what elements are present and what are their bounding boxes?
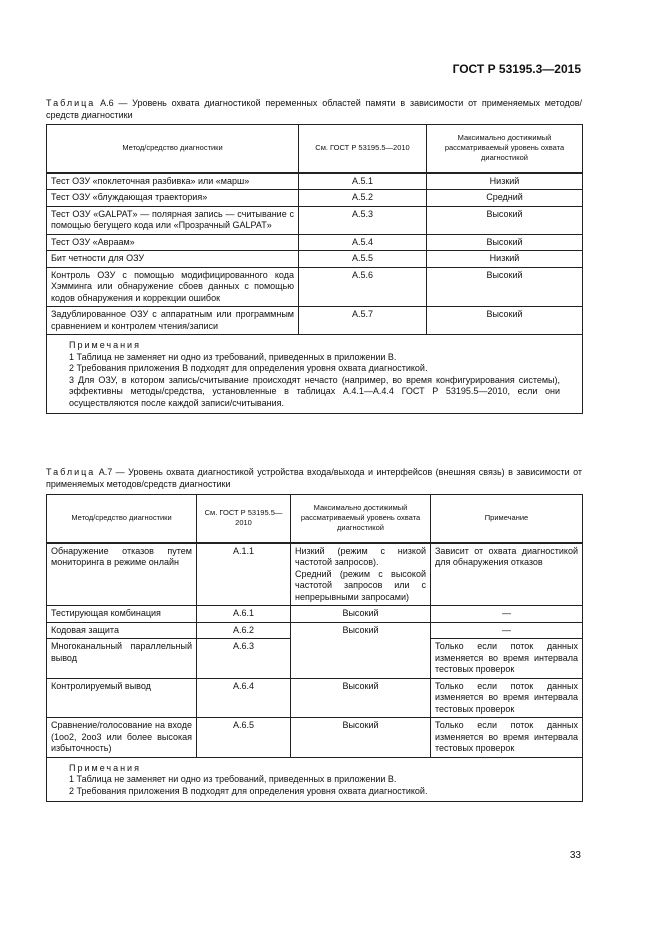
level-cell: Высокий [427, 267, 583, 307]
column-header: См. ГОСТ Р 53195.5—2010 [299, 125, 427, 173]
method-cell: Контроль ОЗУ с помощью модифицированного кода Хэмминга или обнаружение сбоев данных с помощью кодов обнаружения и коррекции ошибок [47, 267, 299, 307]
table-row [47, 234, 583, 251]
ref-cell: А.5.2 [299, 190, 427, 207]
table-row [47, 267, 583, 307]
notes-row [47, 757, 583, 802]
method-cell: Тест ОЗУ «Авраам» [47, 234, 299, 251]
table-row [47, 678, 583, 718]
method-cell: Кодовая защита [47, 622, 197, 639]
table-row [47, 543, 583, 606]
caption-text: А.6 — Уровень охвата диагностикой переменных областей памяти в зависимости от применяемых методов/средств диагностики [46, 98, 582, 120]
caption-label: Таблица [46, 98, 96, 108]
note-item: 1 Таблица не заменяет ни одно из требований, приведенных в приложении В. [69, 351, 397, 362]
ref-cell: А.6.2 [197, 622, 291, 639]
ref-cell: А.1.1 [197, 543, 291, 606]
level-cell: Высокий [291, 678, 431, 718]
method-cell: Бит четности для ОЗУ [47, 251, 299, 268]
table-row [47, 190, 583, 207]
notes-title: Примечания [69, 762, 141, 773]
level-cell: Высокий [291, 718, 431, 758]
method-cell: Тестирующая комбинация [47, 606, 197, 623]
notes-cell [47, 757, 583, 802]
level-cell: Высокий [427, 234, 583, 251]
column-header: Максимально достижимый рассматриваемый уровень охвата диагностикой [427, 125, 583, 173]
level-cell: Средний [427, 190, 583, 207]
notes-cell [47, 335, 583, 414]
page-number: 33 [569, 850, 581, 861]
ref-cell: А.5.4 [299, 234, 427, 251]
note-item: 3 Для ОЗУ, в котором запись/считывание происходят нечасто (например, во время конфигурирования системы), эффективны методы/средства, установленные в таблицах А.4.1—А.4.4 ГОСТ Р 53195.5—2010, если они осуществляются после каждой записи/считывания. [69, 374, 560, 408]
column-header: Метод/средство диагностики [47, 125, 299, 173]
table-row [47, 622, 583, 639]
notes-title: Примечания [69, 340, 141, 350]
note-cell: Только если поток данных изменяется во время интервала тестовых проверок [431, 718, 583, 758]
note-cell: Только если поток данных изменяется во время интервала тестовых проверок [431, 678, 583, 718]
note-cell: — [431, 622, 583, 639]
level-cell: Низкий [427, 173, 583, 190]
table-row [47, 173, 583, 190]
method-cell: Тест ОЗУ «GALPAT» — полярная запись — считывание с помощью бегущего кода или «Прозрачный GALPAT» [47, 206, 299, 234]
table-header-row [47, 125, 583, 173]
ref-cell: А.5.7 [299, 307, 427, 335]
method-cell: Многоканальный параллельный вывод [47, 639, 197, 679]
level-cell: Высокий [427, 307, 583, 335]
caption-label: Таблица [46, 467, 96, 477]
ref-cell: А.6.3 [197, 639, 291, 679]
method-cell: Задублированное ОЗУ с аппаратным или программным сравнением и контролем чтения/записи [47, 307, 299, 335]
table-row [47, 206, 583, 234]
level-cell: Высокий [291, 606, 431, 623]
caption-text: А.7 — Уровень охвата диагностикой устройства входа/выхода и интерфейсов (внешняя связь) в зависимости от применяемых методов/средств диагностики [46, 467, 582, 489]
method-cell: Сравнение/голосование на входе (1oo2, 2oo3 или более высокая избыточность) [47, 718, 197, 758]
method-cell: Тест ОЗУ «поклеточная разбивка» или «марш» [47, 173, 299, 190]
level-cell: Высокий [427, 206, 583, 234]
ref-cell: А.6.5 [197, 718, 291, 758]
method-cell: Тест ОЗУ «блуждающая траектория» [47, 190, 299, 207]
note-cell: — [431, 606, 583, 623]
table-header-row [47, 495, 583, 543]
column-header: Метод/средство диагностики [47, 495, 197, 543]
table-row [47, 251, 583, 268]
ref-cell: А.5.5 [299, 251, 427, 268]
note-cell: Только если поток данных изменяется во время интервала тестовых проверок [431, 639, 583, 679]
ref-cell: А.6.1 [197, 606, 291, 623]
notes-row [47, 335, 583, 414]
table-a6 [46, 124, 583, 414]
ref-cell: А.5.6 [299, 267, 427, 307]
table-a6-caption [46, 97, 582, 121]
level-cell: Высокий [291, 622, 431, 678]
method-cell: Контролируемый вывод [47, 678, 197, 718]
table-row [47, 307, 583, 335]
table-row [47, 606, 583, 623]
ref-cell: А.5.3 [299, 206, 427, 234]
table-a7 [46, 494, 583, 802]
table-a7-caption [46, 466, 582, 490]
method-cell: Обнаружение отказов путем мониторинга в режиме онлайн [47, 543, 197, 606]
column-header: Максимально достижимый рассматриваемый уровень охвата диагностикой [291, 495, 431, 543]
note-item: 1 Таблица не заменяет ни одно из требований, приведенных в приложении В. [69, 774, 397, 784]
column-header: Примечание [431, 495, 583, 543]
ref-cell: А.5.1 [299, 173, 427, 190]
ref-cell: А.6.4 [197, 678, 291, 718]
note-item: 2 Требования приложения В подходят для определения уровня охвата диагностикой. [69, 785, 428, 796]
table-row [47, 718, 583, 758]
column-header: См. ГОСТ Р 53195.5—2010 [197, 495, 291, 543]
document-id: ГОСТ Р 53195.3—2015 [452, 62, 581, 76]
level-cell: Низкий [427, 251, 583, 268]
note-cell: Зависит от охвата диагностикой для обнаружения отказов [431, 543, 583, 606]
note-item: 2 Требования приложения В подходят для определения уровня охвата диагностикой. [69, 363, 428, 373]
level-cell: Низкий (режим с низкой частотой запросов). Средний (режим с высокой частотой запросов или с непрерывными запросами) [291, 543, 431, 606]
